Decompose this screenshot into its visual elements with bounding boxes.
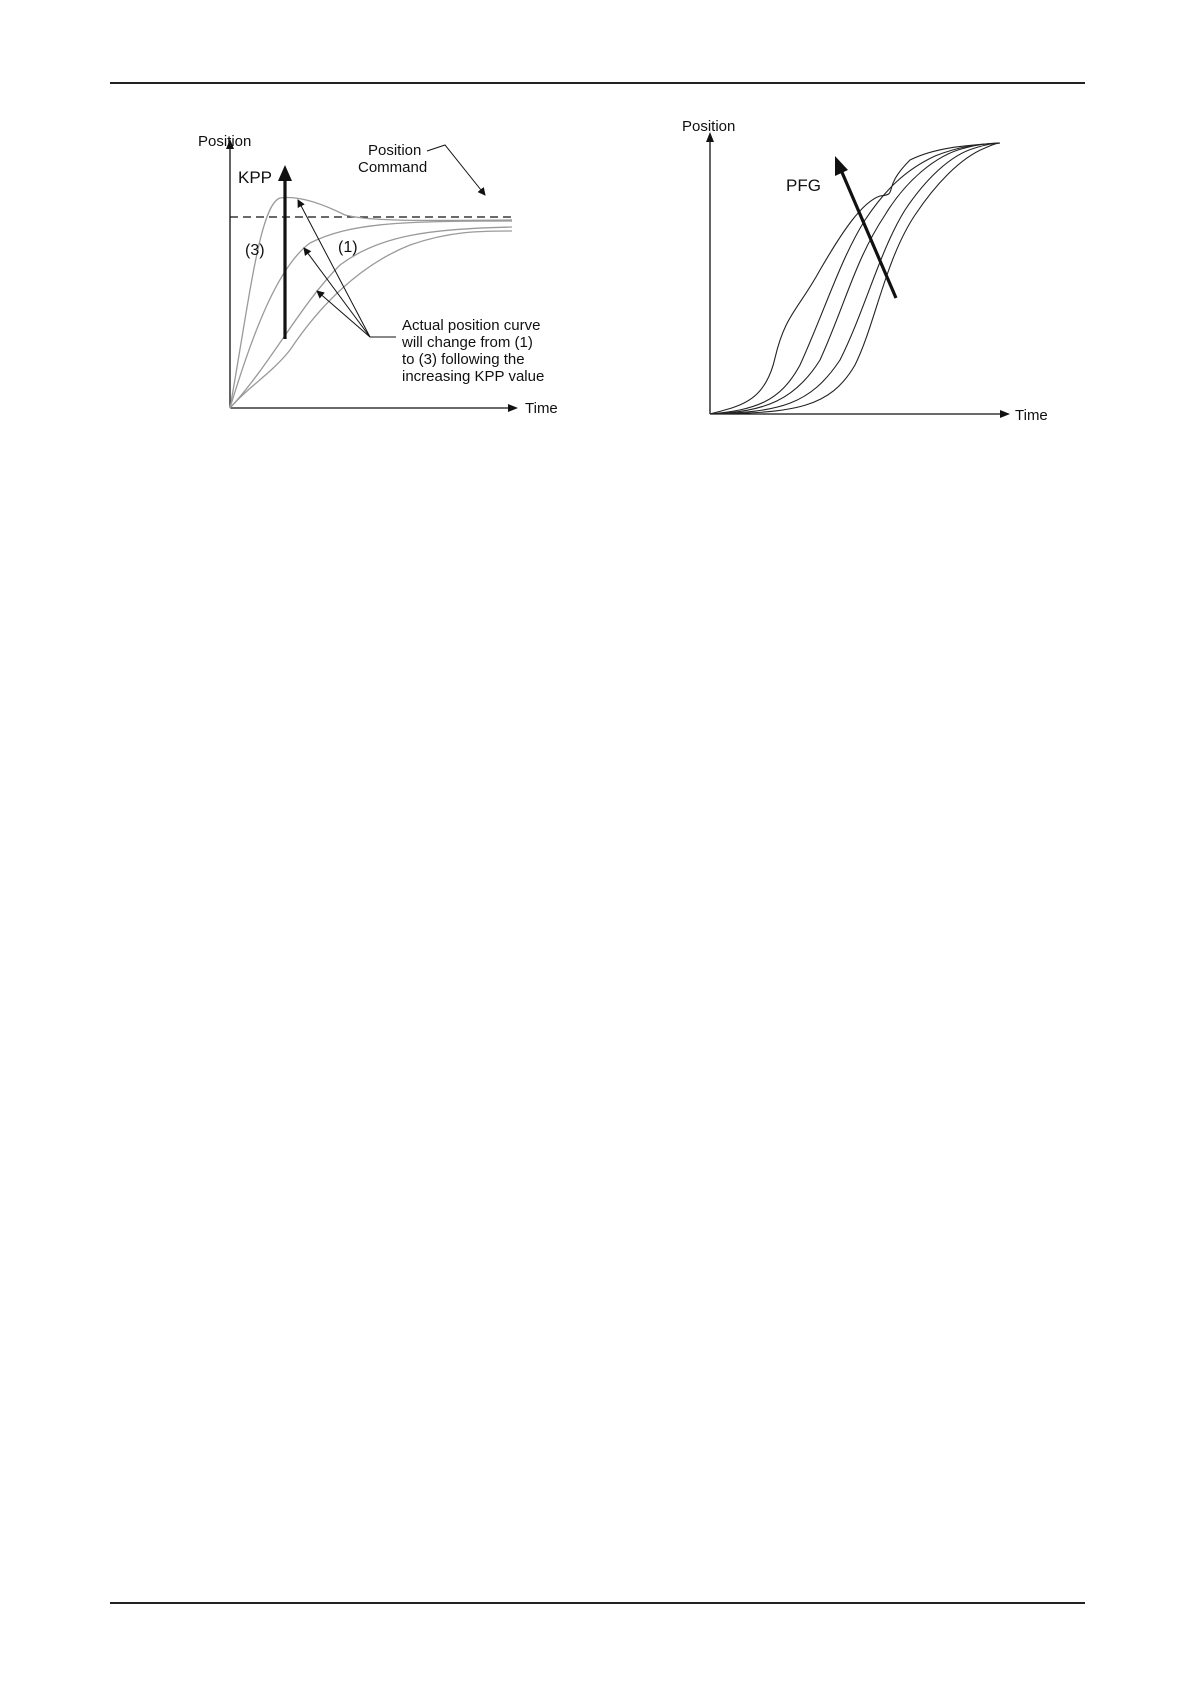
y-axis-label: Position <box>682 118 736 135</box>
pfg-diagram <box>680 110 1070 424</box>
kpp-diagram <box>180 125 580 425</box>
pfg-arrowhead <box>835 156 848 176</box>
annotation-line1: Actual position curve <box>402 317 541 334</box>
pfg-label: PFG <box>786 176 821 195</box>
footer-rule <box>110 1602 1085 1604</box>
header-rule <box>110 82 1085 84</box>
y-axis-label: Position <box>198 133 252 150</box>
annotation-line4: increasing KPP value <box>402 368 545 385</box>
command-label-line1: Position <box>368 142 422 159</box>
s-curve-1 <box>710 143 1000 414</box>
s-curve-3 <box>710 143 1000 414</box>
curve-label-1: (1) <box>338 239 358 256</box>
x-axis-arrowhead <box>1000 410 1010 418</box>
s-curve-5 <box>710 143 1000 414</box>
kpp-label: KPP <box>238 168 273 187</box>
annotation-line3: to (3) following the <box>402 351 525 368</box>
x-axis-label: Time <box>1015 407 1048 424</box>
annotation-line2: will change from (1) <box>402 334 533 351</box>
x-axis-arrowhead <box>508 404 518 412</box>
kpp-arrowhead <box>278 165 292 181</box>
s-curve-4 <box>710 143 1000 414</box>
curve-label-3: (3) <box>245 242 265 259</box>
command-leader-line <box>427 145 485 195</box>
command-label-line2: Command <box>358 159 428 176</box>
s-curve-2 <box>710 143 1000 414</box>
annotation-leaders <box>298 200 396 337</box>
x-axis-label: Time <box>525 400 558 417</box>
pfg-increase-arrow <box>841 170 896 298</box>
